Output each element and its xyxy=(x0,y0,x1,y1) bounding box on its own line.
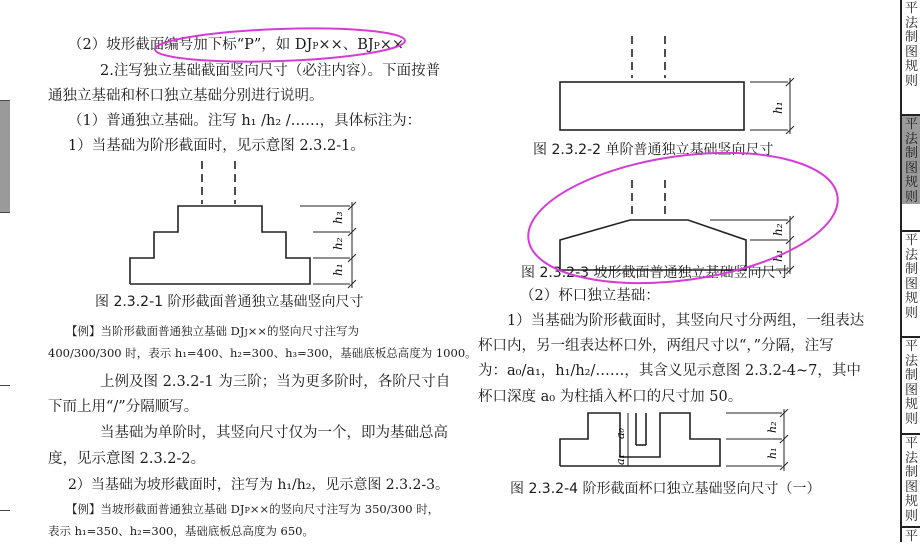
annotation-ellipse-slope xyxy=(520,140,850,300)
chapter-tab[interactable]: 平 xyxy=(902,526,920,544)
para-cup-line4: 杯口深度 a₀ 为柱插入杯口的尺寸加 50。 xyxy=(478,389,743,405)
para-cup-line3: 为：a₀/a₁，h₁/h₂/……，其含义见示意图 2.3.2-4~7，其中 xyxy=(478,363,861,379)
label-h1: h₁ xyxy=(771,249,785,262)
chapter-tab-strip xyxy=(900,0,920,542)
para-single-step-line1: 当基础为单阶时，其竖向尺寸仅为一个，即为基础总高 xyxy=(100,425,448,441)
left-edge-strip xyxy=(0,0,10,542)
figure-cup-section xyxy=(550,409,810,474)
left-edge-line xyxy=(0,385,10,386)
example-2-line2: 表示 h₁=350、h₂=300，基础底板总高度为 650。 xyxy=(48,524,314,538)
para-section-2-line2: 通独立基础和杯口独立基础分别进行说明。 xyxy=(48,88,324,104)
figure-single-step xyxy=(550,34,810,134)
left-edge-line xyxy=(0,100,10,101)
left-edge-line xyxy=(0,510,10,511)
fig2-caption: 图 2.3.2-2 单阶普通独立基础竖向尺寸 xyxy=(533,142,774,158)
para-stepped-section: 1）当基础为阶形截面时，见示意图 2.3.2-1。 xyxy=(68,138,365,154)
label-h2: h₂ xyxy=(766,421,779,433)
example-1-line2: 400/300/300 时，表示 h₁=400、h₂=300、h₃=300，基础底板总高度为 1000。 xyxy=(48,346,477,360)
fig1-caption: 图 2.3.2-1 阶形截面普通独立基础竖向尺寸 xyxy=(95,294,364,310)
chapter-tab[interactable]: 平法制图规则 xyxy=(902,0,920,112)
para-slope-section: 2）当基础为坡形截面时，注写为 h₁/h₂，见示意图 2.3.2-3。 xyxy=(68,477,450,493)
para-single-step-line2: 度，见示意图 2.3.2-2。 xyxy=(48,451,206,467)
label-h2: h₂ xyxy=(771,223,785,236)
example-2-line1: 【例】当坡形截面普通独立基础 DJP××的竖向尺寸注写为 350/300 时， xyxy=(66,502,440,516)
para-slope-numbering: （2）坡形截面编号加下标“P”，如 DJP××、BJP×× xyxy=(68,37,405,53)
example-1-line1: 【例】当阶形截面普通独立基础 DJJ××的竖向尺寸注写为 xyxy=(66,324,359,338)
fig4-caption: 图 2.3.2-4 阶形截面杯口独立基础竖向尺寸（一） xyxy=(510,481,821,497)
para-cup-line1: 1）当基础为阶形截面时，其竖向尺寸分两组，一组表达 xyxy=(507,313,865,329)
left-edge-line xyxy=(0,212,10,213)
left-edge-shade xyxy=(0,100,10,212)
label-h3: h₃ xyxy=(331,211,345,224)
para-cup-foundation: （2）杯口独立基础： xyxy=(520,288,660,304)
para-ordinary-foundation: （1）普通独立基础。注写 h₁ /h₂ /……，具体标注为： xyxy=(68,113,422,129)
para-multi-step-line1: 上例及图 2.3.2-1 为三阶；当为更多阶时，各阶尺寸自 xyxy=(100,374,451,390)
chapter-tab-active[interactable]: 平法制图规则 xyxy=(902,114,920,204)
label-a0: a₀ xyxy=(614,428,627,439)
chapter-tab[interactable]: 平法制图规则 xyxy=(902,336,920,430)
para-cup-line2: 杯口内，另一组表达杯口外，两组尺寸以“，”分隔，注写 xyxy=(478,338,834,354)
fig3-caption: 图 2.3.2-3 坡形截面普通独立基础竖向尺寸 xyxy=(521,265,790,281)
chapter-tab[interactable]: 平法制图规则 xyxy=(902,230,920,324)
figure-stepped-section xyxy=(120,158,370,293)
para-multi-step-line2: 下而上用“/”分隔顺写。 xyxy=(48,399,199,415)
label-a1: a₁ xyxy=(614,454,627,465)
label-h2: h₂ xyxy=(331,237,345,250)
label-h1: h₁ xyxy=(771,101,785,114)
para-section-2-line1: 2.注写独立基础截面竖向尺寸（必注内容）。下面按普 xyxy=(100,63,441,79)
annotation-ellipse-top xyxy=(150,24,410,66)
chapter-tab[interactable]: 平法制图规则 xyxy=(902,433,920,527)
label-h1: h₁ xyxy=(331,263,345,276)
label-h1: h₁ xyxy=(766,447,779,459)
